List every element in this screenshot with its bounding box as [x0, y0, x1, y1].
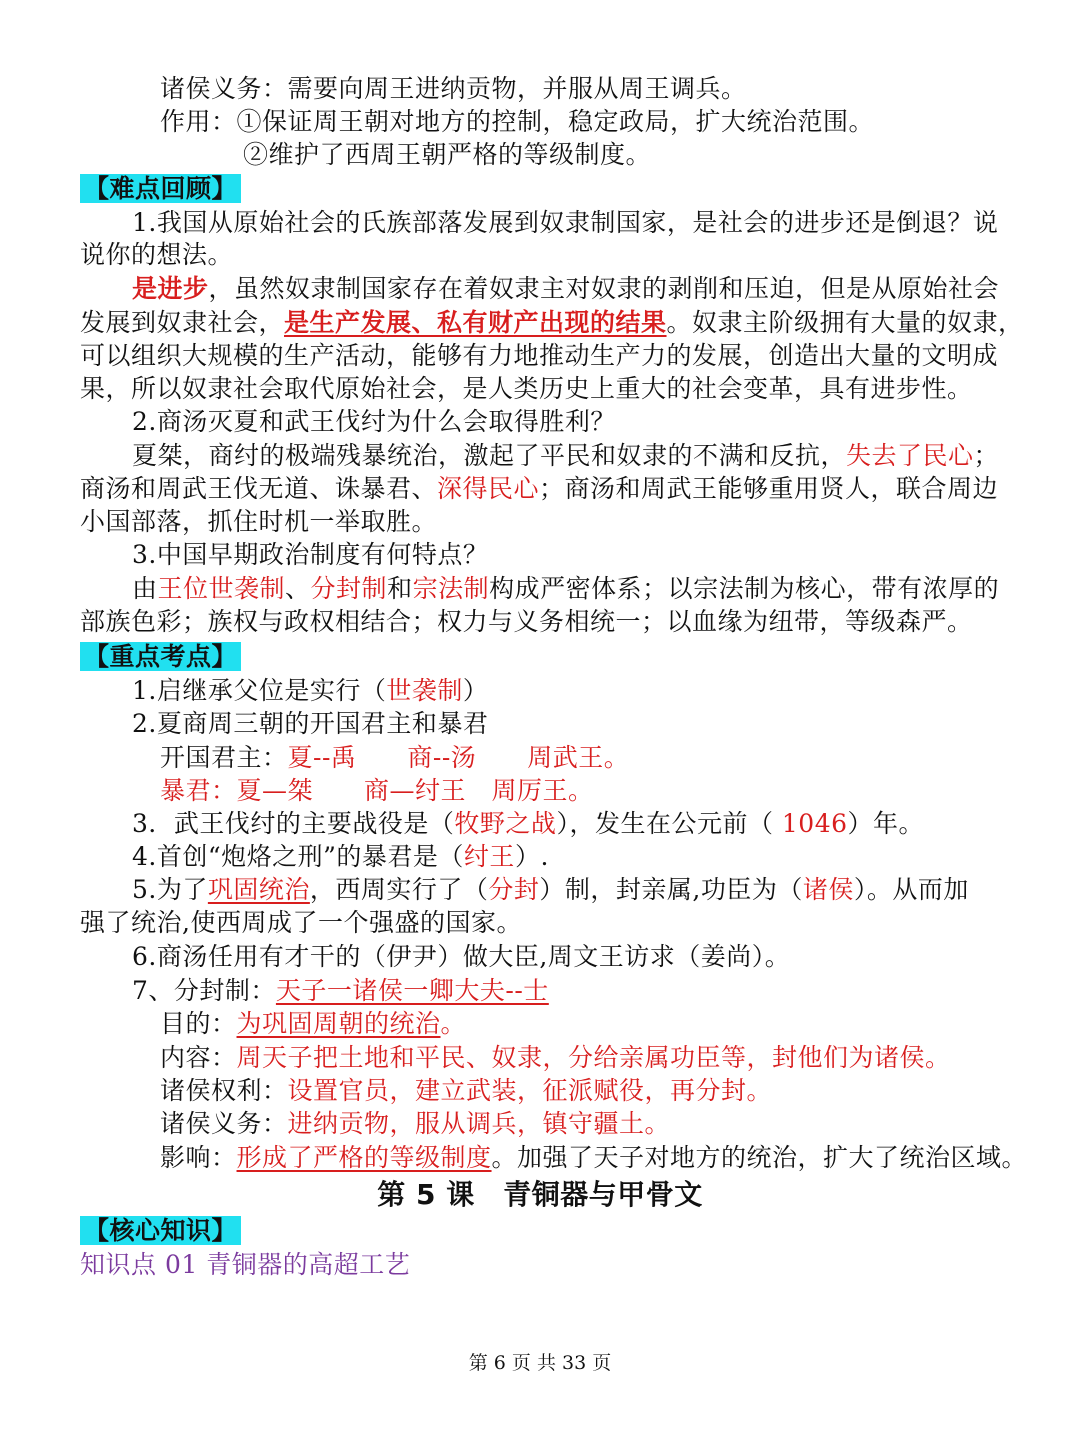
- text-line: ②维护了西周王朝严格的等级制度。: [243, 140, 652, 169]
- text-line: 诸侯义务：需要向周王进纳贡物，并服从周王调兵。: [160, 74, 747, 103]
- question-1: 1.我国从原始社会的氏族部落发展到奴隶制国家，是社会的进步还是倒退？说: [132, 208, 999, 237]
- point-3: 3．武王伐纣的主要战役是（牧野之战），发生在公元前（ 1046）年。: [132, 809, 925, 838]
- point-7-rights: 诸侯权利：设置官员，建立武装，征派赋役，再分封。: [160, 1076, 773, 1105]
- section-heading-zhongdian: 【重点考点】: [0, 640, 1080, 673]
- answer-3: 部族色彩；族权与政权相结合；权力与义务相统一；以血缘为纽带，等级森严。: [80, 607, 973, 636]
- answer-1: 可以组织大规模的生产活动，能够有力地推动生产力的发展，创造出大量的文明成: [80, 341, 999, 370]
- answer-1: 果，所以奴隶社会取代原始社会，是人类历史上重大的社会变革，具有进步性。: [80, 374, 973, 403]
- point-7-impact: 影响：形成了严格的等级制度。加强了天子对地方的统治，扩大了统治区域。: [160, 1143, 1028, 1172]
- point-5-cont: 强了统治,使西周成了一个强盛的国家。: [80, 908, 522, 937]
- point-4: 4.首创“炮烙之刑”的暴君是（纣王）.: [132, 842, 549, 871]
- section-heading-hexin: 【核心知识】: [0, 1214, 1080, 1247]
- point-2-founders: 开国君主：夏--禹 商--汤 周武王。: [160, 743, 630, 772]
- answer-3: 由王位世袭制、分封制和宗法制构成严密体系；以宗法制为核心，带有浓厚的: [132, 574, 1000, 603]
- question-3: 3.中国早期政治制度有何特点？: [132, 540, 489, 569]
- point-7-purpose: 目的：为巩固周朝的统治。: [160, 1009, 467, 1038]
- lesson-title: 第 5 课 青铜器与甲骨文: [377, 1178, 703, 1211]
- answer-1: 发展到奴隶社会，是生产发展、私有财产出现的结果。奴隶主阶级拥有大量的奴隶，: [80, 308, 1024, 337]
- section-heading-nandian: 【难点回顾】: [0, 172, 1080, 205]
- knowledge-point-heading: 知识点 01 青铜器的高超工艺: [80, 1250, 411, 1279]
- point-5: 5.为了巩固统治，西周实行了（分封）制，封亲属,功臣为（诸侯）。从而加: [132, 875, 969, 904]
- question-1-cont: 说你的想法。: [80, 240, 234, 269]
- answer-2: 商汤和周武王伐无道、诛暴君、深得民心；商汤和周武王能够重用贤人，联合周边: [80, 474, 999, 503]
- answer-1: 是进步，虽然奴隶制国家存在着奴隶主对奴隶的剥削和压迫，但是从原始社会: [132, 274, 1000, 303]
- point-2: 2.夏商周三朝的开国君主和暴君: [132, 709, 489, 738]
- answer-2: 夏桀，商纣的极端残暴统治，激起了平民和奴隶的不满和反抗，失去了民心；: [132, 441, 1000, 470]
- point-7: 7、分封制：天子一诸侯一卿大夫--士: [132, 976, 549, 1005]
- point-6: 6.商汤任用有才干的（伊尹）做大臣,周文王访求（姜尚）。: [132, 942, 791, 971]
- point-7-duty: 诸侯义务：进纳贡物，服从调兵，镇守疆土。: [160, 1109, 671, 1138]
- text-line: 作用：①保证周王朝对地方的控制，稳定政局，扩大统治范围。: [160, 107, 875, 136]
- answer-2: 小国部落，抓住时机一举取胜。: [80, 507, 438, 536]
- point-7-content: 内容：周天子把土地和平民、奴隶，分给亲属功臣等，封他们为诸侯。: [160, 1043, 951, 1072]
- point-1: 1.启继承父位是实行（世袭制）: [132, 676, 489, 705]
- question-2: 2.商汤灭夏和武王伐纣为什么会取得胜利？: [132, 407, 616, 436]
- point-2-tyrants: 暴君：夏—桀 商—纣王 周厉王。: [160, 776, 594, 805]
- page-footer: 第 6 页 共 33 页: [468, 1352, 612, 1374]
